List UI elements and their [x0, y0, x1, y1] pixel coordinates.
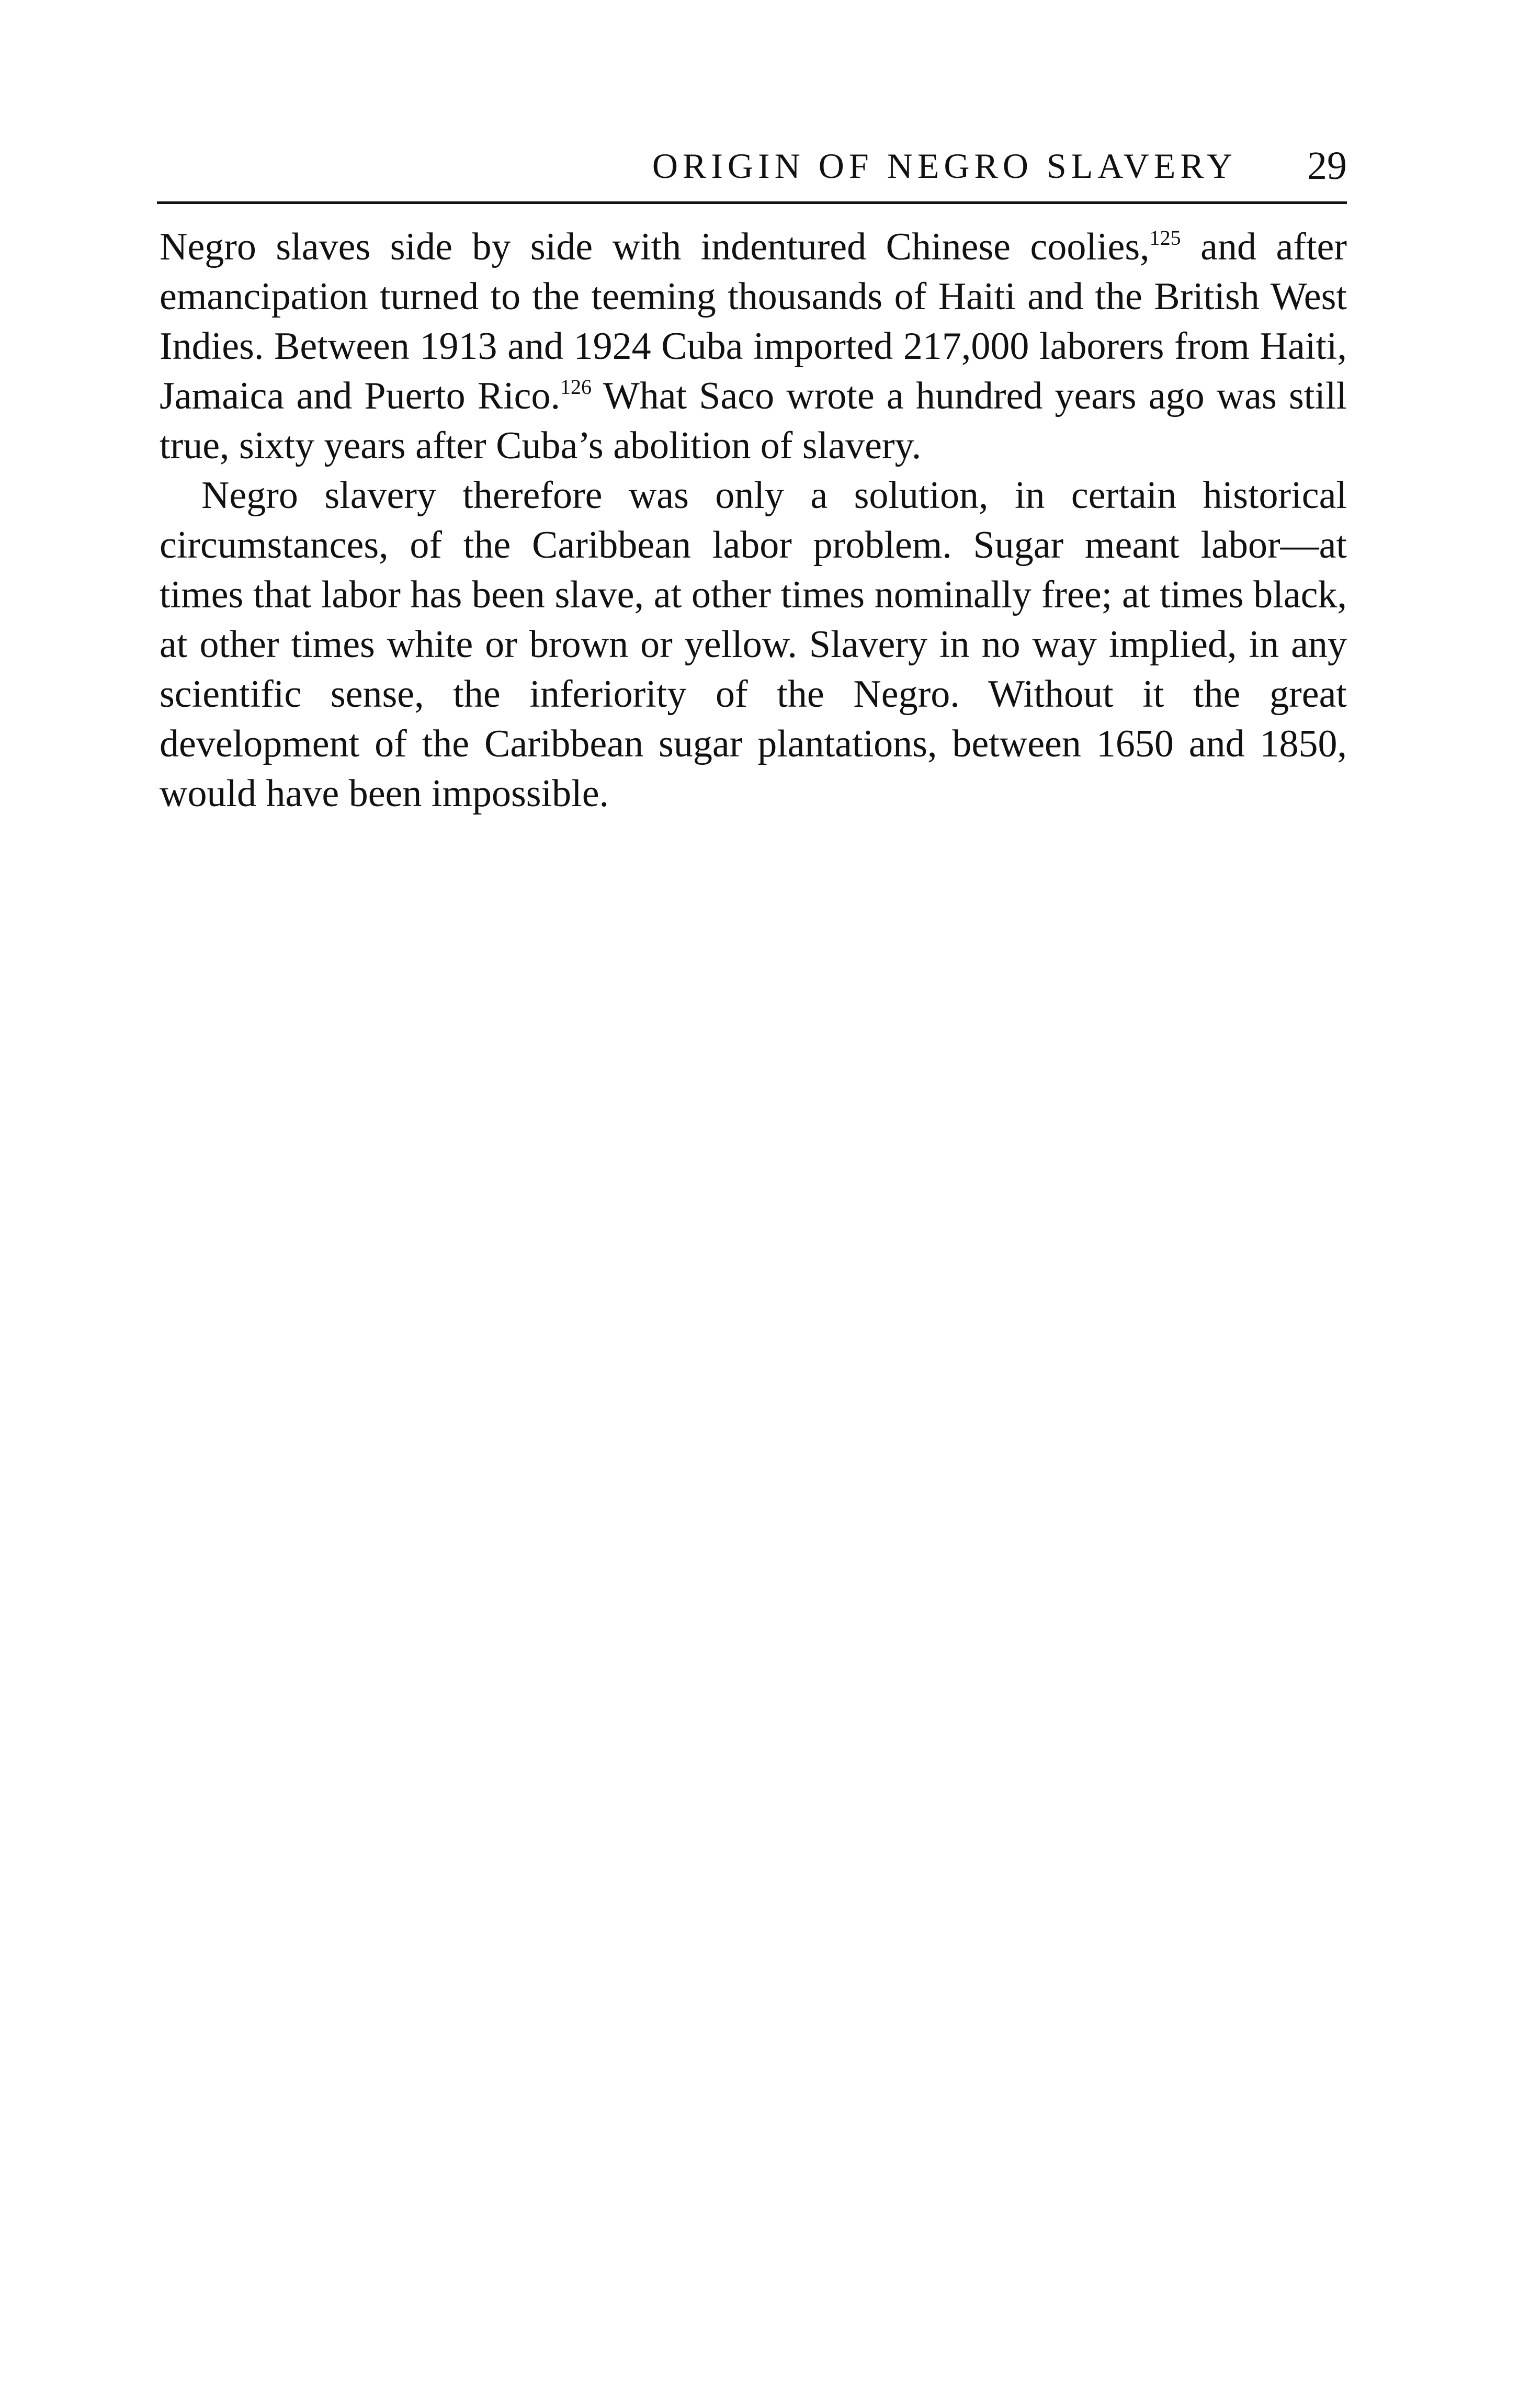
paragraph: Negro slavery therefore was only a solution, in certain historical circumstances, of the Caribbean labor problem. Sugar meant labor—at times that labor has been slave, at other times nominally free; at times black, at other times white or brown or yellow. Slavery in no way implied, in any scientific sense, the inferiority of the Negro. Without it the great development of the Caribbean sugar plantations, between 1650 and 1850, would have been impossible. — [160, 474, 1347, 815]
page-number: 29 — [1307, 144, 1347, 188]
paragraph-continued — [160, 222, 1347, 471]
footnote-ref-125: 125 — [1149, 226, 1181, 250]
header-rule — [157, 201, 1347, 204]
text-segment: and after emancipation turned to the teeming thousands of Haiti and the British West Indies. Between 1913 and 1924 Cuba imported 217,000 laborers from Haiti, Jamaica and Puerto Rico. — [160, 225, 1347, 417]
text-segment: Negro slaves side by side with indentured Chinese coolies, — [160, 225, 1150, 268]
body-text — [160, 222, 1347, 819]
footnote-ref-126: 126 — [560, 375, 592, 399]
running-title: ORIGIN OF NEGRO SLAVERY — [652, 146, 1237, 186]
running-head — [157, 137, 1347, 195]
text-segment: What Saco wrote a hundred years ago was still true, sixty years after Cuba’s abolition of slavery. — [160, 375, 1347, 467]
